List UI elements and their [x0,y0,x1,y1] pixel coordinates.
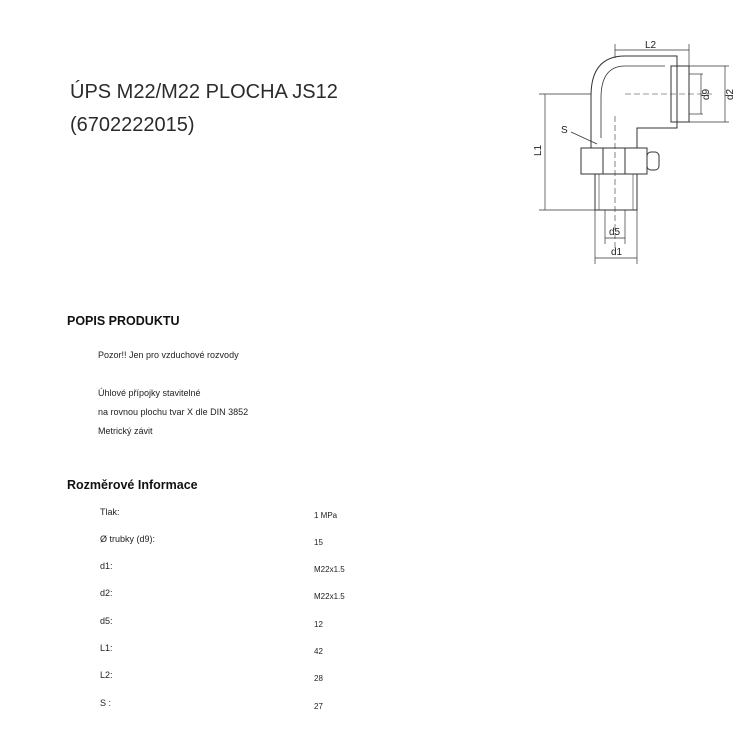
spec-label: S : [100,698,112,708]
spec-label: Ø trubky (d9): [100,534,156,544]
spec-label: d2: [100,588,113,598]
description-warning: Pozor!! Jen pro vzduchové rozvody [98,350,239,360]
label-l2: L2 [645,40,657,51]
spec-value: 1 MPa [314,511,338,520]
spec-row-tube-diameter [0,534,750,554]
seal-ring [647,152,659,170]
description-line: Metrický závit [98,426,153,436]
label-d2: d2 [725,88,736,100]
hex-nut [581,148,647,174]
spec-label: Tlak: [100,507,120,517]
spec-label: d5: [100,616,113,626]
spec-value: 27 [314,702,323,711]
description-line: Úhlové přípojky stavitelné [98,388,201,398]
fitting-technical-drawing [525,38,740,268]
label-d5: d5 [609,227,621,238]
spec-row-pressure [0,507,750,527]
spec-row-d2 [0,588,750,608]
description-heading: POPIS PRODUKTU [67,314,180,328]
elbow-inner-outline [601,66,665,138]
elbow-outer-outline [591,56,677,148]
label-d9: d9 [701,88,712,100]
lower-thread [595,174,637,210]
product-code: (6702222015) [70,114,195,136]
spec-value: M22x1.5 [314,592,345,601]
spec-value: M22x1.5 [314,565,345,574]
dimensions-heading: Rozměrové Informace [67,478,198,492]
label-s: S [561,125,568,136]
spec-row-d5 [0,616,750,636]
description-line: na rovnou plochu tvar X dle DIN 3852 [98,407,249,417]
spec-row-d1 [0,561,750,581]
spec-label: L1: [100,643,113,653]
spec-label: d1: [100,561,113,571]
product-title-block [70,76,338,142]
spec-value: 12 [314,620,323,629]
spec-row-l2 [0,670,750,690]
spec-value: 28 [314,674,323,683]
spec-value: 42 [314,647,323,656]
label-d1: d1 [611,247,623,258]
product-title: ÚPS M22/M22 PLOCHA JS12 [70,81,338,103]
spec-row-s [0,698,750,718]
description-warning-block [98,346,239,365]
spec-value: 15 [314,538,323,547]
spec-row-l1 [0,643,750,663]
label-l1: L1 [533,144,544,156]
description-lines [98,384,248,441]
spec-label: L2: [100,670,113,680]
